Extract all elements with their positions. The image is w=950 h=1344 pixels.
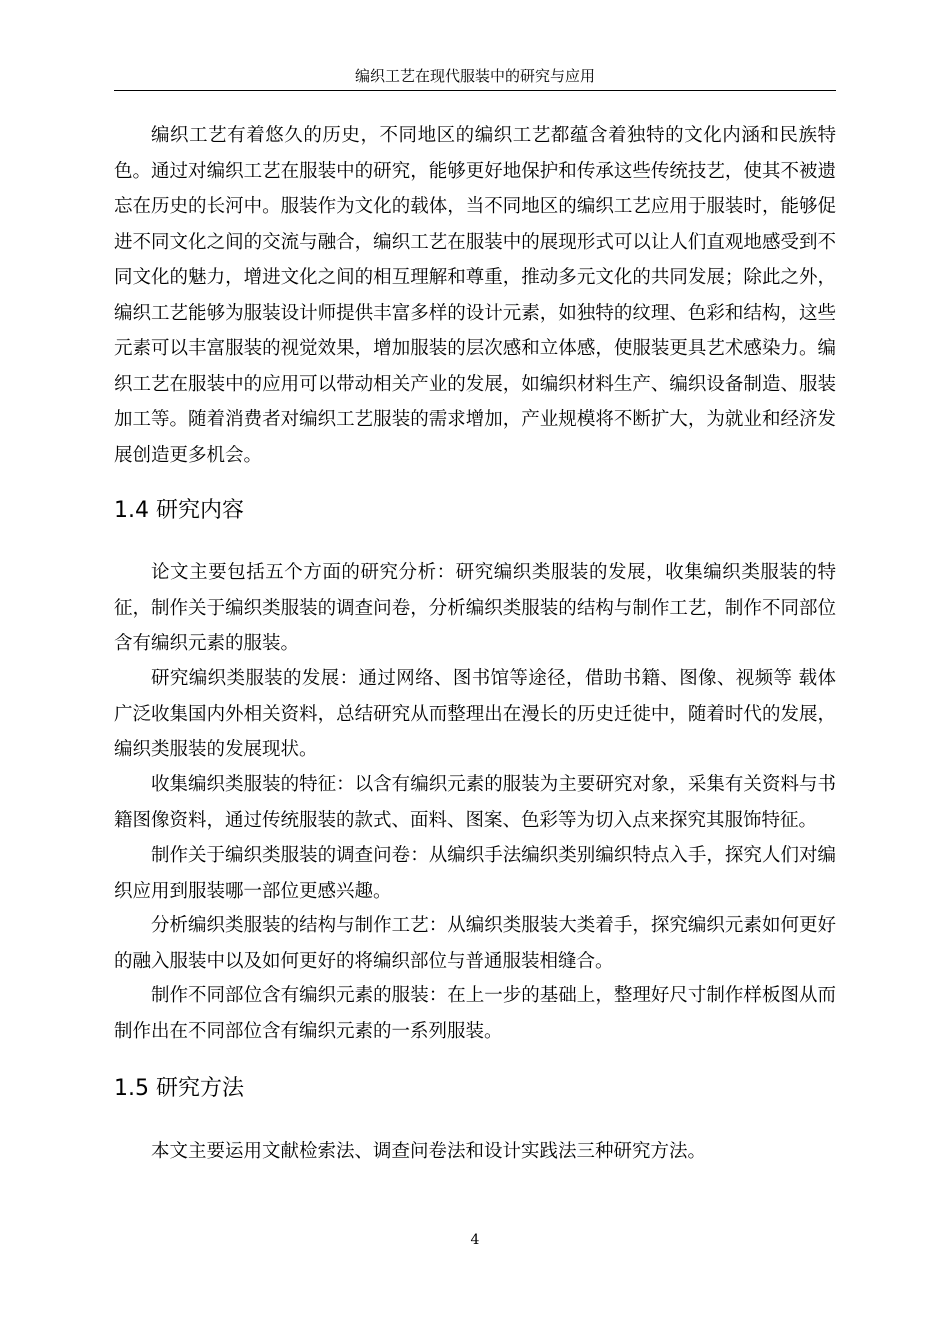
paragraph-overview: 论文主要包括五个方面的研究分析：研究编织类服装的发展，收集编织类服装的特征，制作关于编织类服装的调查问卷，分析编织类服装的结构与制作工艺，制作不同部位含有编织元素的服装。 — [114, 562, 836, 654]
running-header: 编织工艺在现代服装中的研究与应用 — [354, 67, 595, 85]
paragraph-methods: 本文主要运用文献检索法、调查问卷法和设计实践法三种研究方法。 — [151, 1141, 707, 1162]
section-heading-1-5: 1.5 研究方法 — [114, 1076, 244, 1101]
paragraph-development: 研究编织类服装的发展：通过网络、图书馆等途径，借助书籍、图像、视频等 载体广泛收集国内外相关资料，总结研究从而整理出在漫长的历史迁徙中，随着时代的发展，编织类服装的发展现状。 — [114, 668, 836, 760]
paragraph-structure: 分析编织类服装的结构与制作工艺：从编织类服装大类着手，探究编织元素如何更好的融入服装中以及如何更好的将编织部位与普通服装相缝合。 — [114, 915, 836, 972]
page-number: 4 — [470, 1232, 480, 1248]
intro-paragraph: 编织工艺有着悠久的历史，不同地区的编织工艺都蕴含着独特的文化内涵和民族特色。通过对编织工艺在服装中的研究，能够更好地保护和传承这些传统技艺，使其不被遗忘在历史的长河中。服装作为文化的载体，当不同地区的编织工艺应用于服装时，能够促进不同文化之间的交流与融合，编织工艺在服装中的展现形式可以让人们直观地感受到不同文化的魅力，增进文化之间的相互理解和尊重，推动多元文化的共同发展；除此之外，编织工艺能够为服装设计师提供丰富多样的设计元素，如独特的纹理、色彩和结构，这些元素可以丰富服装的视觉效果，增加服装的层次感和立体感，使服装更具艺术感染力。编织工艺在服装中的应用可以带动相关产业的发展，如编织材料生产、编织设备制造、服装加工等。随着消费者对编织工艺服装的需求增加，产业规模将不断扩大，为就业和经济发展创造更多机会。 — [114, 125, 836, 466]
paragraph-questionnaire: 制作关于编织类服装的调查问卷：从编织手法编织类别编织特点入手，探究人们对编织应用到服装哪一部位更感兴趣。 — [114, 845, 836, 902]
section-heading-1-4: 1.4 研究内容 — [114, 498, 244, 523]
paragraph-features: 收集编织类服装的特征：以含有编织元素的服装为主要研究对象，采集有关资料与书籍图像资料，通过传统服装的款式、面料、图案、色彩等为切入点来探究其服饰特征。 — [114, 774, 836, 831]
paragraph-production: 制作不同部位含有编织元素的服装：在上一步的基础上，整理好尺寸制作样板图从而制作出在不同部位含有编织元素的一系列服装。 — [114, 985, 836, 1042]
header-rule — [114, 90, 836, 91]
